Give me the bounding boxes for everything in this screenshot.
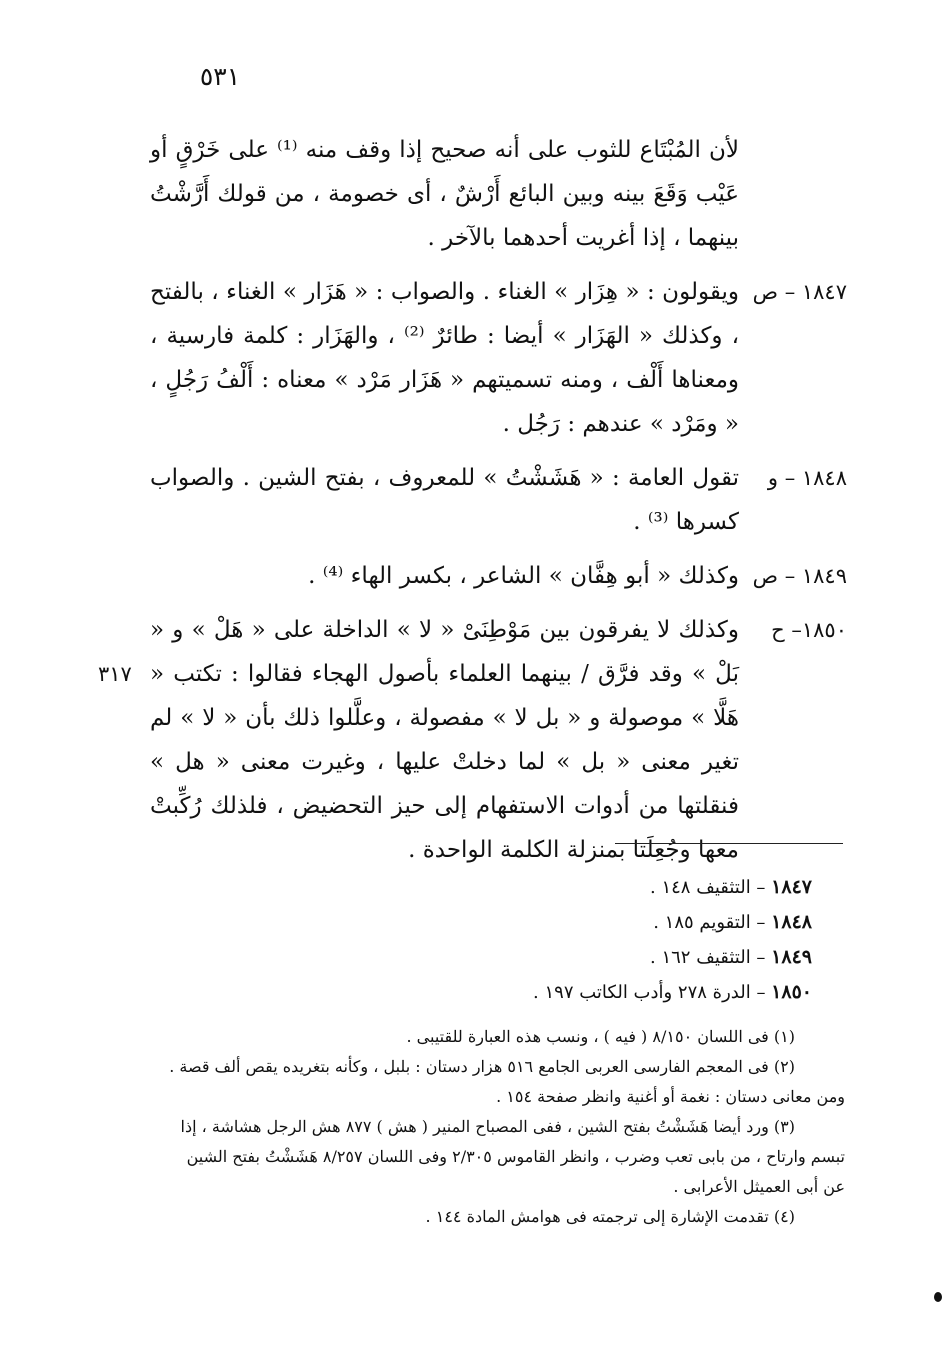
footnote-line: (٤) تقدمت الإشارة إلى ترجمته فى هوامش المادة ١٤٤ . [425, 1207, 795, 1226]
footnote-separator [615, 843, 843, 844]
entry-1847 [150, 270, 845, 446]
entry-text: ويقولون : « هِزَار » الغناء . والصواب : « هَزَار » الغناء ، بالفتح ، وكذلك « الهَزَار » أيضا : طائرٌ ⁽²⁾ ، والهَزَار : كلمة فارسية ، ومعناها أَلْف ، ومنه تسميتهم « هَزَار مَرْد » معناه : أَلْفُ رَجُلٍ ، « ومَرْد » عندهم : رَجُل . [150, 279, 740, 437]
entry-number: ١٨٤٩ – ص [752, 564, 847, 588]
reference-number: ١٨٤٩ [771, 946, 812, 968]
entry-text: وكذلك لا يفرقون بين مَوْطِنَىْ « لا » الداخلة على « هَلْ » و « بَلْ » وقد فرَّق / بينهما العلماء بأصول الهجاء فقالوا : تكتب « هَلَّا » موصولة و « بل لا » مفصولة ، وعلَّلوا ذلك بأن « لا » لم تغير معنى « بل » لما دخلتْ عليها ، وغيرت معنى « هل » فنقلتها من أدوات الاستفهام إلى حيز التحضيض ، فلذلك رُكِّبتْ معها وجُعِلَتا بمنزلة الكلمة الواحدة . [150, 617, 739, 863]
reference-line [150, 975, 812, 1010]
reference-text: – الدرة ٢٧٨ وأدب الكاتب ١٩٧ . [533, 982, 766, 1003]
entry-number: ١٨٤٨ – و [767, 466, 847, 490]
reference-text: – التثقيف ١٦٢ . [650, 947, 766, 968]
reference-line [150, 905, 812, 940]
reference-line [150, 870, 812, 905]
entry-text: وكذلك « أبو هِفَّان » الشاعر ، بكسر الهاء ⁽⁴⁾ . [308, 563, 739, 589]
entry-text: لأن المُبْتَاع للثوب على أنه صحيح إذا وقف منه ⁽¹⁾ على خَرْقٍ أو عَيْب وَقَعَ بينه وبين البائع أَرْشٌ ، أى خصومة ، من قولك أَرَّشْتُ بينهما ، إذا أغريت أحدهما بالآخر . [150, 137, 739, 251]
scan-edge-mark [934, 1292, 942, 1302]
reference-number: ١٨٥٠ [771, 981, 812, 1003]
page-number: ٥٣١ [199, 62, 241, 91]
reference-text: – التقويم ١٨٥ . [653, 912, 766, 933]
footnote-line: عن أبى العميثل الأعرابى . [673, 1177, 845, 1196]
reference-number: ١٨٤٧ [771, 876, 812, 898]
entry-1848 [150, 456, 845, 544]
footnote-line: ومن معانى دستان : نغمة أو أغنية وانظر صفحة ١٥٤ . [496, 1087, 845, 1106]
entry-continuation [150, 128, 845, 260]
reference-number: ١٨٤٨ [771, 911, 812, 933]
reference-line [150, 940, 812, 975]
entry-1850 [98, 608, 847, 872]
source-references [150, 870, 812, 1010]
reference-text: – التثقيف ١٤٨ . [650, 877, 766, 898]
entry-number: ١٨٥٠– ح [771, 618, 847, 642]
footnote-line: (٢) فى المعجم الفارسى العربى الجامع ٥١٦ هزار دستان : بلبل ، وكأنه بتغريده يقص ألف قصة . [169, 1057, 795, 1076]
entry-number: ١٨٤٧ – ص [752, 280, 847, 304]
margin-page-reference: ٣١٧ [98, 662, 132, 686]
entry-1849 [150, 554, 845, 598]
entry-text: تقول العامة : « هَشَشْتُ » للمعروف ، بفتح الشين . والصواب كسرها ⁽³⁾ . [150, 465, 739, 535]
footnote-line: (١) فى اللسان ٨/١٥٠ ( فيه ) ، ونسب هذه العبارة للقتيبى . [406, 1027, 795, 1046]
footnote-line: (٣) ورد أيضا هَشَشْتُ بفتح الشين ، ففى المصباح المنير ( هش ) ٨٧٧ هش الرجل هشاشة ، إذا [180, 1117, 795, 1136]
main-text [98, 128, 847, 882]
footnotes [145, 1022, 845, 1232]
footnote-line: تبسم وارتاح ، من بابى تعب وضرب ، وانظر القاموس ٢/٣٠٥ وفى اللسان ٨/٢٥٧ هَشَشْتُ بفتح الشين [186, 1147, 845, 1166]
